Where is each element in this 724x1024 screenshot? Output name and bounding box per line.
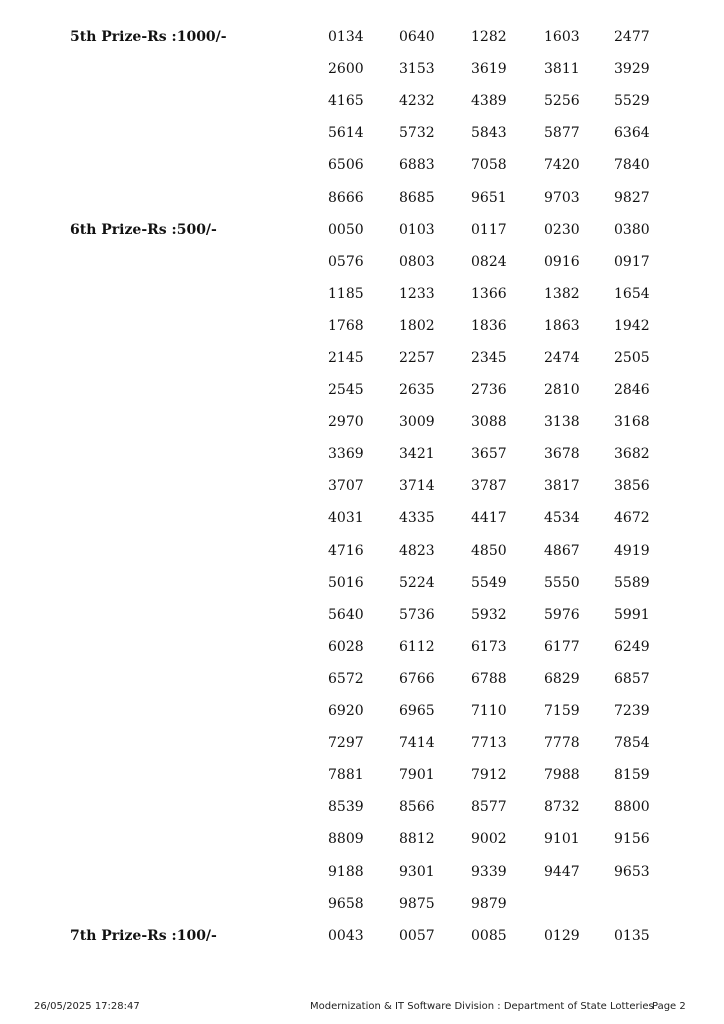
winning-number: 3856 [614,478,650,495]
number-row [0,125,724,157]
winning-number: 9879 [471,895,507,912]
winning-number: 8577 [471,799,507,816]
winning-number: 5640 [328,606,364,623]
winning-number: 0057 [399,927,435,944]
winning-number: 1654 [614,285,650,302]
winning-number: 2477 [614,29,650,45]
winning-number: 2474 [544,349,580,366]
winning-number: 1233 [399,285,435,302]
winning-number: 0576 [328,253,364,270]
winning-number: 3138 [544,414,580,431]
number-row [0,799,724,831]
winning-number: 1382 [544,285,580,302]
footer-division: Modernization & IT Software Division : Department of State Lotteries [310,1001,654,1012]
number-row [0,767,724,799]
winning-number: 0917 [614,253,650,270]
winning-number: 3168 [614,414,650,431]
winning-number: 0134 [328,29,364,45]
winning-number: 6766 [399,670,435,687]
winning-number: 7881 [328,767,364,784]
winning-number: 5843 [471,125,507,142]
number-row [0,671,724,703]
number-row [0,607,724,639]
winning-number: 0050 [328,221,364,238]
winning-number: 9875 [399,895,435,912]
winning-number: 7297 [328,735,364,752]
number-row [0,222,724,254]
winning-number: 7854 [614,735,650,752]
winning-number: 4389 [471,93,507,110]
winning-number: 4165 [328,93,364,110]
winning-number: 8732 [544,799,580,816]
winning-number: 9188 [328,863,364,880]
winning-number: 6965 [399,703,435,720]
winning-number: 2257 [399,349,435,366]
winning-number: 8566 [399,799,435,816]
winning-number: 1836 [471,317,507,334]
winning-number: 6364 [614,125,650,142]
footer-page-number: Page 2 [652,1001,686,1012]
winning-number: 9156 [614,831,650,848]
winning-number: 1863 [544,317,580,334]
winning-number: 9301 [399,863,435,880]
winning-number: 3153 [399,61,435,78]
number-row [0,928,724,960]
winning-number: 0135 [614,927,650,944]
number-row [0,575,724,607]
winning-number: 1366 [471,285,507,302]
number-row [0,318,724,350]
winning-number: 5256 [544,93,580,110]
winning-number: 4867 [544,542,580,559]
winning-number: 3787 [471,478,507,495]
winning-number: 9002 [471,831,507,848]
winning-number: 7414 [399,735,435,752]
winning-number: 6829 [544,670,580,687]
winning-number: 5529 [614,93,650,110]
number-row [0,286,724,318]
winning-number: 5016 [328,574,364,591]
winning-number: 0129 [544,927,580,944]
winning-number: 7420 [544,157,580,174]
prize-label: 7th Prize-Rs :100/- [70,927,217,944]
winning-number: 7901 [399,767,435,784]
prize-label: 6th Prize-Rs :500/- [70,221,217,238]
winning-number: 4335 [399,510,435,527]
winning-number: 6028 [328,638,364,655]
winning-number: 0824 [471,253,507,270]
winning-number: 3929 [614,61,650,78]
winning-number: 0803 [399,253,435,270]
winning-number: 6788 [471,670,507,687]
winning-number: 7159 [544,703,580,720]
prize-label: 5th Prize-Rs :1000/- [70,29,227,45]
winning-number: 0103 [399,221,435,238]
winning-number: 5976 [544,606,580,623]
winning-number: 0085 [471,927,507,944]
winning-number: 2145 [328,349,364,366]
winning-number: 3088 [471,414,507,431]
winning-number: 4850 [471,542,507,559]
winning-number: 3811 [544,61,580,78]
winning-number: 3682 [614,446,650,463]
number-row [0,93,724,125]
winning-number: 6249 [614,638,650,655]
winning-number: 1942 [614,317,650,334]
winning-number: 5614 [328,125,364,142]
winning-number: 2736 [471,382,507,399]
winning-number: 0117 [471,221,507,238]
winning-number: 2345 [471,349,507,366]
winning-number: 2846 [614,382,650,399]
winning-number: 9101 [544,831,580,848]
winning-number: 6572 [328,670,364,687]
number-row [0,382,724,414]
number-row [0,29,724,61]
winning-number: 6857 [614,670,650,687]
winning-number: 4716 [328,542,364,559]
number-row [0,735,724,767]
number-row [0,864,724,896]
number-row [0,190,724,222]
winning-number: 6920 [328,703,364,720]
number-row [0,446,724,478]
winning-number: 3421 [399,446,435,463]
winning-number: 2505 [614,349,650,366]
winning-number: 7713 [471,735,507,752]
winning-number: 9651 [471,189,507,206]
number-row [0,510,724,542]
winning-number: 8685 [399,189,435,206]
winning-number: 9827 [614,189,650,206]
winning-number: 1768 [328,317,364,334]
winning-number: 1282 [471,29,507,45]
winning-number: 4919 [614,542,650,559]
winning-number: 6173 [471,638,507,655]
winning-number: 5550 [544,574,580,591]
winning-number: 4672 [614,510,650,527]
winning-number: 9339 [471,863,507,880]
winning-number: 3678 [544,446,580,463]
winning-number: 9653 [614,863,650,880]
winning-number: 8666 [328,189,364,206]
winning-number: 2600 [328,61,364,78]
number-row [0,543,724,575]
winning-number: 3369 [328,446,364,463]
winning-number: 0916 [544,253,580,270]
number-row [0,350,724,382]
winning-number: 8539 [328,799,364,816]
winning-number: 6506 [328,157,364,174]
winning-number: 9703 [544,189,580,206]
winning-number: 8159 [614,767,650,784]
winning-number: 3817 [544,478,580,495]
winning-number: 2545 [328,382,364,399]
winning-number: 0380 [614,221,650,238]
winning-number: 1603 [544,29,580,45]
winning-number: 5224 [399,574,435,591]
winning-number: 6112 [399,638,435,655]
winning-number: 1802 [399,317,435,334]
number-row [0,703,724,735]
winning-number: 7058 [471,157,507,174]
winning-number: 0640 [399,29,435,45]
winning-number: 1185 [328,285,364,302]
winning-number: 0043 [328,927,364,944]
footer-timestamp: 26/05/2025 17:28:47 [34,1001,140,1012]
winning-number: 8809 [328,831,364,848]
winning-number: 5736 [399,606,435,623]
winning-number: 3714 [399,478,435,495]
winning-number: 7912 [471,767,507,784]
winning-number: 8812 [399,831,435,848]
number-row [0,478,724,510]
winning-number: 4417 [471,510,507,527]
number-row [0,254,724,286]
number-row [0,414,724,446]
winning-number: 5877 [544,125,580,142]
winning-number: 2970 [328,414,364,431]
winning-number: 4232 [399,93,435,110]
winning-number: 3009 [399,414,435,431]
winning-number: 2810 [544,382,580,399]
winning-number: 3619 [471,61,507,78]
winning-number: 7778 [544,735,580,752]
winning-number: 3657 [471,446,507,463]
winning-number: 9447 [544,863,580,880]
winning-number: 5732 [399,125,435,142]
winning-number: 4823 [399,542,435,559]
number-row [0,157,724,189]
winning-number: 7110 [471,703,507,720]
winning-number: 5991 [614,606,650,623]
winning-number: 5549 [471,574,507,591]
winning-number: 7988 [544,767,580,784]
winning-number: 4534 [544,510,580,527]
number-row [0,61,724,93]
winning-number: 7840 [614,157,650,174]
winning-number: 4031 [328,510,364,527]
number-row [0,831,724,863]
winning-number: 5932 [471,606,507,623]
winning-number: 6883 [399,157,435,174]
winning-number: 2635 [399,382,435,399]
winning-number: 8800 [614,799,650,816]
winning-number: 3707 [328,478,364,495]
winning-number: 7239 [614,703,650,720]
number-row [0,639,724,671]
winning-number: 6177 [544,638,580,655]
winning-number: 9658 [328,895,364,912]
winning-number: 0230 [544,221,580,238]
winning-number: 5589 [614,574,650,591]
number-row [0,896,724,928]
